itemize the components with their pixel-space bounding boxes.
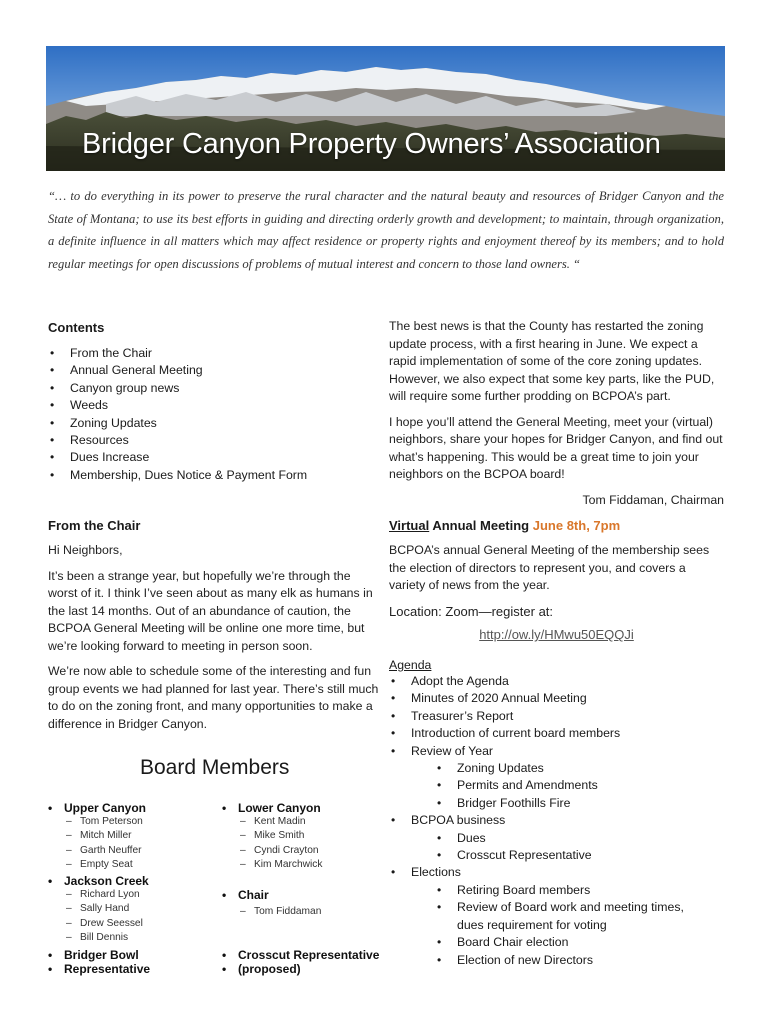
board-group-crosscut: [222, 948, 392, 976]
agenda-item: • BCPOA business: [389, 812, 724, 829]
agenda-item: • Review of Year: [389, 743, 724, 760]
group-name-continued: [222, 962, 392, 976]
chair-signature: Tom Fiddaman, Chairman: [582, 492, 724, 507]
group-name-line2: Representative: [64, 962, 151, 976]
meeting-title: [389, 518, 724, 533]
agenda-subitem: • Review of Board work and meeting times,: [389, 899, 724, 916]
contents-item: • Dues Increase: [48, 449, 378, 466]
meeting-title-virtual: Virtual: [389, 518, 430, 533]
chair-paragraph-2: We’re now able to schedule some of the interesting and fun group events we had planned for last year. There’s still much to do on the zoning front, and many opportunities to make a difference in Bridger Canyon.: [48, 664, 379, 731]
board-member: – Mitch Miller: [48, 829, 218, 843]
agenda-subitem: • Permits and Amendments: [389, 777, 724, 794]
group-name-line2: (proposed): [238, 962, 301, 976]
board-member: – Mike Smith: [222, 829, 392, 843]
contents-item: • Annual General Meeting: [48, 362, 378, 379]
agenda-subitem: • Zoning Updates: [389, 760, 724, 777]
zoning-paragraph: The best news is that the County has restarted the zoning update process, with a first hearing in June. We expect a rapid implementation of some of the core zoning updates. However, we also expect that some key parts, like the PUD, will require some further prodding on BCPOA’s part.: [389, 319, 715, 403]
board-member: – Tom Fiddaman: [222, 905, 392, 919]
board-member: – Garth Neuffer: [48, 844, 218, 858]
agenda-subitem: • Retiring Board members: [389, 882, 724, 899]
group-name: • Upper Canyon: [48, 801, 218, 815]
greeting: Hi Neighbors,: [48, 543, 123, 557]
registration-link[interactable]: http://ow.ly/HMwu50EQQJi: [479, 627, 634, 642]
location-label: Location:: [389, 603, 446, 619]
contents-item: • Resources: [48, 432, 378, 449]
contents-item: • From the Chair: [48, 345, 378, 362]
agenda-item: • Elections: [389, 864, 724, 881]
contents-item: • Zoning Updates: [48, 415, 378, 432]
agenda-subitem-continued: dues requirement for voting: [457, 917, 607, 932]
chair-letter-continued: [389, 318, 724, 509]
contents-list: [48, 345, 378, 484]
annual-meeting-section: [389, 518, 724, 644]
organization-title: Bridger Canyon Property Owners’ Association: [82, 128, 661, 160]
group-name-continued: [48, 962, 218, 976]
group-name: • Jackson Creek: [48, 874, 218, 888]
board-member: – Bill Dennis: [48, 931, 218, 945]
board-member: – Kim Marchwick: [222, 858, 392, 872]
board-member: – Cyndi Crayton: [222, 844, 392, 858]
board-member: – Drew Seessel: [48, 917, 218, 931]
agenda-subitem: • Bridger Foothills Fire: [389, 795, 724, 812]
contents-title: Contents: [48, 320, 105, 335]
agenda-list: [389, 673, 724, 969]
board-group-chair: [222, 888, 392, 919]
group-name: • Lower Canyon: [222, 801, 392, 815]
board-members-title: Board Members: [140, 756, 290, 779]
board-group-upper-canyon: [48, 801, 218, 872]
meeting-description: BCPOA’s annual General Meeting of the membership sees the election of directors to represent you, and covers a variety of news from the year.: [389, 543, 710, 592]
meeting-date: June 8th, 7pm: [532, 518, 621, 533]
from-the-chair-section: [48, 518, 382, 733]
board-group-lower-canyon: [222, 801, 392, 872]
meeting-location: [389, 603, 724, 621]
from-chair-title: From the Chair: [48, 518, 141, 533]
agenda-subitem: • Election of new Directors: [389, 952, 724, 969]
agenda-item: • Adopt the Agenda: [389, 673, 724, 690]
board-member: – Richard Lyon: [48, 888, 218, 902]
mission-statement: “… to do everything in its power to preserve the rural character and the natural beauty and resources of Bridger Canyon and the State of Montana; to use its best efforts in guiding and directing orderly growth and development; to maintain, through organization, a definite influence in all matters which may affect residence or property rights and enjoyment thereof by its members; and to hold regular meetings for open discussions of problems of mutual interest and concern to those land owners. “: [48, 189, 724, 271]
board-member: – Empty Seat: [48, 858, 218, 872]
board-group-bridger-bowl: [48, 948, 218, 976]
agenda-subitem: • Dues: [389, 830, 724, 847]
agenda-section: [389, 657, 724, 969]
board-member: – Tom Peterson: [48, 815, 218, 829]
contents-section: [48, 320, 378, 484]
agenda-subitem: • Crosscut Representative: [389, 847, 724, 864]
agenda-item: • Treasurer’s Report: [389, 708, 724, 725]
location-value: Zoom—register at:: [445, 603, 554, 619]
agenda-subitem: • Board Chair election: [389, 934, 724, 951]
board-group-jackson-creek: [48, 874, 218, 945]
contents-item: • Canyon group news: [48, 380, 378, 397]
header-banner: [46, 46, 725, 171]
group-name: • Chair: [222, 888, 392, 902]
attend-paragraph: I hope you’ll attend the General Meeting, meet your (virtual) neighbors, share your hopes for Bridger Canyon, and find out what’s happening. This would be a great time to join your neighbors on the BCPOA board!: [389, 414, 723, 481]
group-name: • Crosscut Representative: [222, 948, 392, 962]
contents-item: • Weeds: [48, 397, 378, 414]
agenda-title: Agenda: [389, 658, 432, 672]
board-member: – Sally Hand: [48, 902, 218, 916]
group-name: • Bridger Bowl: [48, 948, 218, 962]
chair-paragraph-1: It’s been a strange year, but hopefully we’re through the worst of it. I think I’ve seen about as many elk as humans in the last 14 months. Out of an abundance of caution, the BCPOA General Meeting will be online one more time, but we’re looking forward to meeting in person soon.: [48, 568, 373, 653]
registration-link-row: [389, 626, 724, 644]
agenda-item: • Introduction of current board members: [389, 725, 724, 742]
meeting-title-rest: Annual Meeting: [429, 518, 530, 533]
agenda-item: • Minutes of 2020 Annual Meeting: [389, 690, 724, 707]
contents-item: • Membership, Dues Notice & Payment Form: [48, 467, 378, 484]
board-member: – Kent Madin: [222, 815, 392, 829]
